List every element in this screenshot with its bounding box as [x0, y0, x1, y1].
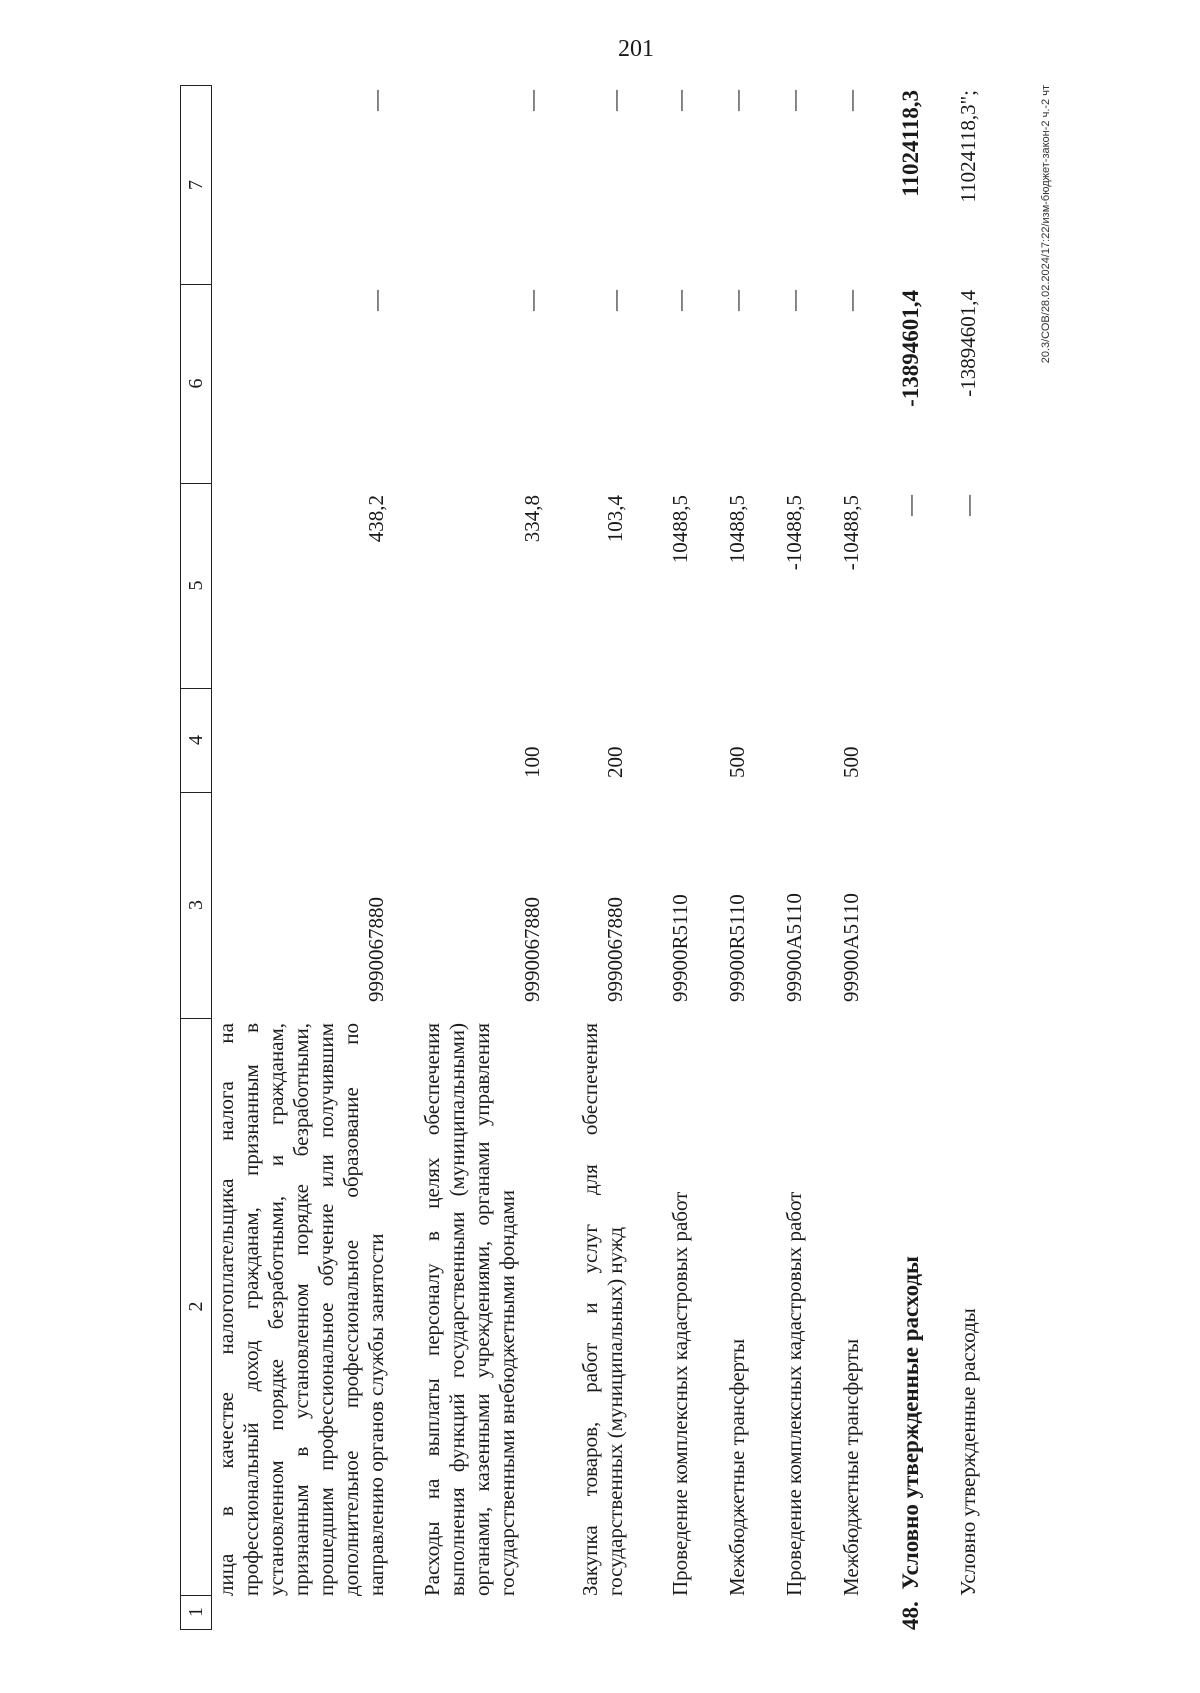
row-sum-5: 438,2 — [364, 495, 388, 543]
row-sum-6: -13894601,4 — [898, 290, 923, 407]
row-sum-6: — — [782, 290, 806, 311]
header-col-6: 6 — [181, 284, 211, 484]
header-col-7: 7 — [181, 85, 211, 285]
row-sum-6: — — [668, 290, 692, 311]
row-sum-5: -10488,5 — [839, 495, 863, 571]
row-sum-5: 103,4 — [603, 495, 627, 543]
header-col-2: 2 — [181, 1018, 211, 1596]
row-name: лица в качестве налогоплательщика налога на профессиональный доход гражданам, признанным в установленном порядке безработными, и гражданам, признанным в установленном порядке безработными, прошедшим профессиональное обучение или получившим дополнительное профессиональное образование по направлению органов службы занятости — [214, 1023, 388, 1596]
header-col-4: 4 — [181, 688, 211, 793]
row-sum-6: -13894601,4 — [956, 290, 980, 397]
row-sum-7: — — [782, 90, 806, 111]
row-sum-5: — — [956, 495, 980, 516]
row-sum-6: — — [839, 290, 863, 311]
row-code: 99900R5110 — [668, 894, 692, 1002]
row-sum-7: — — [603, 90, 627, 111]
row-code: 99900R5110 — [725, 894, 749, 1002]
row-sum-5: -10488,5 — [782, 495, 806, 571]
row-sum-6: — — [725, 290, 749, 311]
row-name: Расходы на выплаты персоналу в целях обеспечения выполнения функций государственными (муниципальными) органами, казенными учреждениями, органами управления государственными внебюджетными фондами — [420, 1023, 519, 1596]
row-code: 9990067880 — [364, 897, 388, 1002]
page-number: 201 — [618, 36, 654, 62]
row-type: 500 — [839, 746, 863, 778]
table-header — [180, 85, 212, 1630]
header-col-1: 1 — [181, 1595, 211, 1630]
row-sum-5: 334,8 — [520, 495, 544, 543]
row-sum-7: 11024118,3 — [898, 90, 923, 197]
header-col-3: 3 — [181, 792, 211, 1019]
row-name-text: Условно утвержденные расходы — [898, 1255, 923, 1590]
row-name: Закупка товаров, работ и услуг для обеспечения государственных (муниципальных) нужд — [578, 1023, 627, 1596]
row-sum-7: — — [725, 90, 749, 111]
row-sum-7: — — [839, 90, 863, 111]
row-sum-6: — — [364, 290, 388, 311]
row-name: Межбюджетные трансферты — [839, 1338, 863, 1596]
row-code: 99900A5110 — [839, 893, 863, 1002]
row-code: 9990067880 — [603, 897, 627, 1002]
row-sum-7: — — [364, 90, 388, 111]
row-name: Проведение комплексных кадастровых работ — [782, 1191, 806, 1596]
row-sum-7: — — [520, 90, 544, 111]
row-sum-7: — — [668, 90, 692, 111]
row-type: 200 — [603, 746, 627, 778]
row-name — [898, 1023, 923, 1630]
row-type: 500 — [725, 746, 749, 778]
row-number: 48. — [898, 1601, 923, 1630]
row-sum-5: — — [898, 495, 922, 516]
row-code: 9990067880 — [520, 897, 544, 1002]
row-name: Условно утвержденные расходы — [956, 1308, 980, 1596]
header-col-5: 5 — [181, 483, 211, 689]
row-sum-7: 11024118,3"; — [956, 90, 980, 203]
row-name: Межбюджетные трансферты — [725, 1338, 749, 1596]
row-sum-6: — — [520, 290, 544, 311]
row-sum-5: 10488,5 — [725, 495, 749, 564]
rotated-table-block — [180, 85, 1050, 1630]
row-sum-6: — — [603, 290, 627, 311]
footer-document-id: 20.3/СОВ/28.02.2024/17:22/изм-бюджет-закон-2 ч.-2 чт — [1040, 85, 1052, 364]
row-sum-5: 10488,5 — [668, 495, 692, 564]
row-name: Проведение комплексных кадастровых работ — [668, 1191, 692, 1596]
row-type: 100 — [520, 746, 544, 778]
row-code: 99900A5110 — [782, 893, 806, 1002]
